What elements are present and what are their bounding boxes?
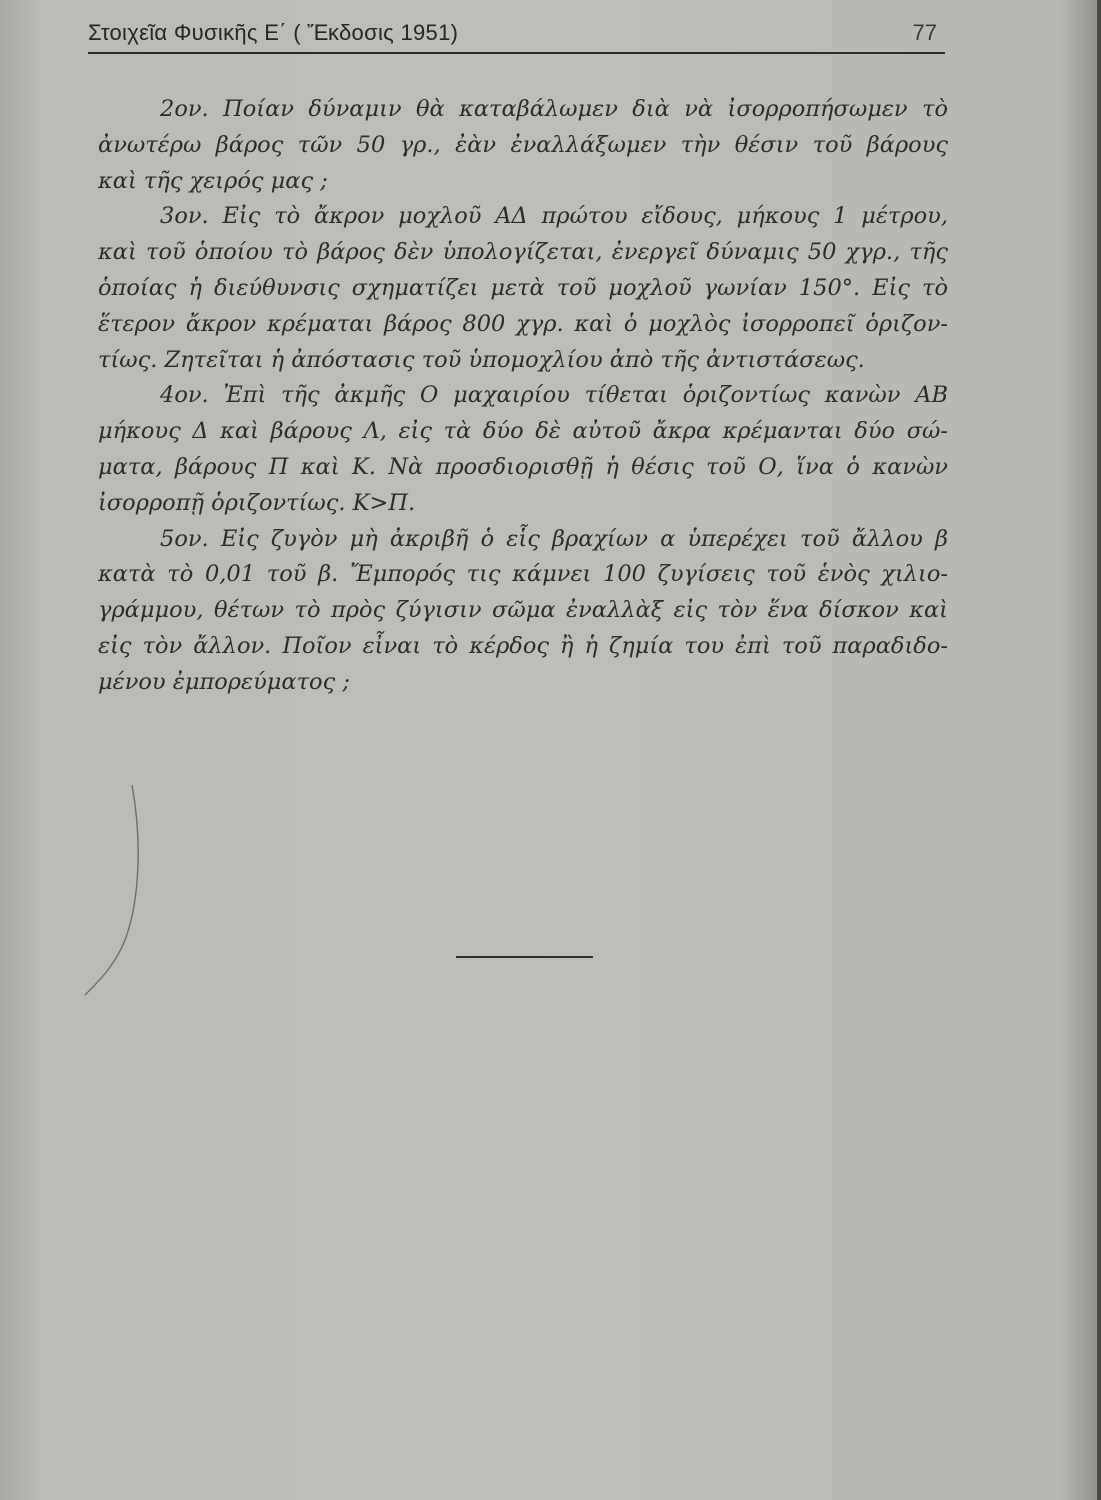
- problem-4: [98, 378, 948, 521]
- text-line: καὶ τῆς χειρός μας ;: [98, 167, 328, 194]
- text-line: μένου ἐμπορεύματος ;: [98, 668, 350, 695]
- header-rule: [88, 52, 945, 54]
- text-line: 2ον. Ποίαν δύναμιν θὰ καταβάλωμεν διὰ νὰ ἰσορροπήσωμεν τὸ: [160, 96, 948, 122]
- text-line: ὁποίας ἡ διεύθυνσις σχηματίζει μετὰ τοῦ μοχλοῦ γωνίαν 150°. Εἰς τὸ: [98, 274, 948, 301]
- text-line: κατὰ τὸ 0,01 τοῦ β. Ἔμπορός τις κάμνει 100 ζυγίσεις τοῦ ἑνὸς χιλιο-: [98, 561, 948, 588]
- text-line: ἰσορροπῇ ὁριζοντίως. Κ>Π.: [98, 489, 416, 516]
- text-line: εἰς τὸν ἄλλον. Ποῖον εἶναι τὸ κέρδος ἢ ἡ ζημία του ἐπὶ τοῦ παραδιδο-: [98, 632, 948, 659]
- text-line: μήκους Δ καὶ βάρους Λ, εἰς τὰ δύο δὲ αὐτοῦ ἄκρα κρέμανται δύο σώ-: [98, 418, 948, 445]
- margin-pencil-mark: [80, 780, 150, 1000]
- problem-5: [98, 522, 948, 701]
- text-line: τίως. Ζητεῖται ἡ ἀπόστασις τοῦ ὑπομοχλίου ἀπὸ τῆς ἀντιστάσεως.: [98, 346, 865, 373]
- text-line: ματα, βάρους Π καὶ Κ. Νὰ προσδιορισθῇ ἡ θέσις τοῦ Ο, ἵνα ὁ κανὼν: [98, 453, 948, 480]
- page-number: 77: [912, 20, 937, 45]
- text-line: ἕτερον ἄκρον κρέμαται βάρος 800 χγρ. καὶ ὁ μοχλὸς ἰσορροπεῖ ὁριζον-: [98, 310, 948, 337]
- body-text: [98, 92, 948, 701]
- text-line: 5ον. Εἰς ζυγὸν μὴ ἀκριβῆ ὁ εἷς βραχίων α ὑπερέχει τοῦ ἄλλου β: [160, 525, 948, 552]
- text-line: ἀνωτέρω βάρος τῶν 50 γρ., ἐὰν ἐναλλάξωμεν τὴν θέσιν τοῦ βάρους: [98, 131, 948, 158]
- text-line: καὶ τοῦ ὁποίου τὸ βάρος δὲν ὑπολογίζεται, ἐνεργεῖ δύναμις 50 χγρ., τῆς: [98, 239, 948, 266]
- header-title: Στοιχεῖα Φυσικῆς Ε΄ ( Ἔκδοσις 1951): [88, 20, 459, 45]
- page-edge-shadow: [1097, 0, 1101, 1500]
- text-line: γράμμου, θέτων τὸ πρὸς ζύγισιν σῶμα ἐναλλὰξ εἰς τὸν ἕνα δίσκον καὶ: [98, 597, 948, 624]
- problem-3: [98, 199, 948, 378]
- problem-2: [98, 92, 948, 199]
- running-header: [88, 16, 945, 54]
- end-of-section-rule: [456, 956, 593, 958]
- text-line: 3ον. Εἰς τὸ ἄκρον μοχλοῦ ΑΔ πρώτου εἴδους, μήκους 1 μέτρου,: [160, 203, 948, 230]
- text-line: 4ον. Ἐπὶ τῆς ἀκμῆς Ο μαχαιρίου τίθεται ὁριζοντίως κανὼν ΑΒ: [160, 382, 948, 409]
